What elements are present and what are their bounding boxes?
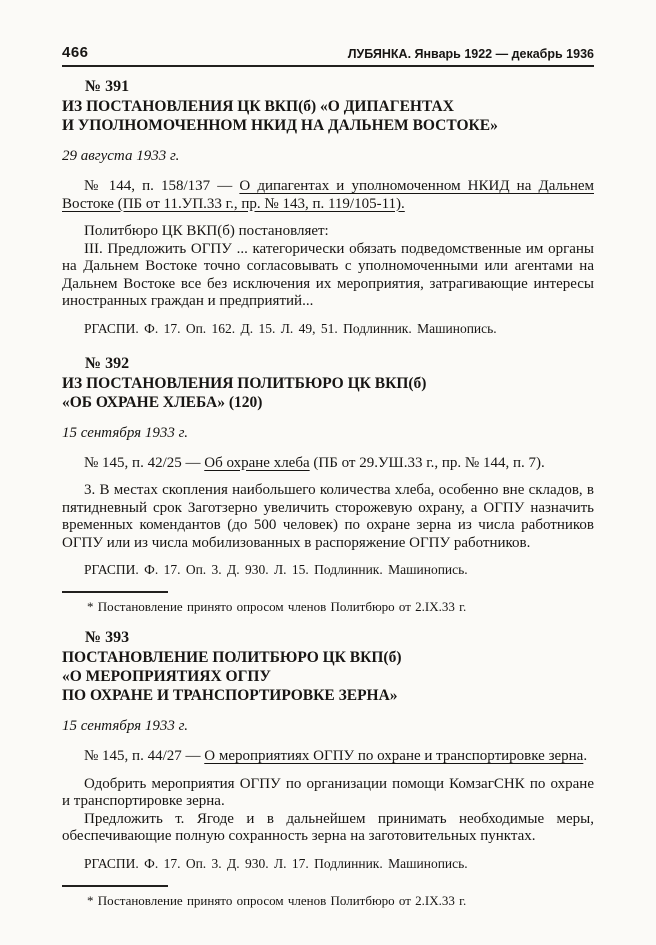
- document-body: [62, 776, 594, 846]
- page-number: 466: [62, 44, 89, 61]
- document-paragraph: 3. В местах скопления наибольшего количества хлеба, особенно вне складов, в пятидневный срок Заготзерно увеличить сторожевую охрану, а ОГПУ назначить временных комендантов (до 500 человек) по охране зерна из числа работников ОГПУ или из числа мобилизованных в распоряжение ОГПУ работников.: [62, 482, 594, 551]
- reference-prefix: № 145, п. 42/25 —: [84, 454, 205, 471]
- document-date: 29 августа 1933 г.: [62, 148, 180, 164]
- document-title-line: «ОБ ОХРАНЕ ХЛЕБА» (120): [62, 393, 263, 411]
- document-reference-line: [62, 178, 594, 213]
- document-title-line: ПО ОХРАНЕ И ТРАНСПОРТИРОВКЕ ЗЕРНА»: [62, 687, 398, 704]
- document-paragraph: Одобрить мероприятия ОГПУ по организации помощи КомзагСНК по охране и транспортировке зерна.: [62, 775, 594, 809]
- footnote-text: * Постановление принято опросом членов Политбюро от 2.IX.33 г.: [87, 599, 467, 614]
- document-title-line: И УПОЛНОМОЧЕННОМ НКИД НА ДАЛЬНЕМ ВОСТОКЕ»: [62, 117, 498, 134]
- footnote-block: [62, 591, 594, 614]
- reference-subject-underlined: О дипагентах и уполномоченном НКИД на Дальнем Востоке (ПБ от 11.УП.33 г., пр. № 143, п. 119/105-11).: [62, 178, 594, 212]
- footnote-text: * Постановление принято опросом членов Политбюро от 2.IX.33 г.: [87, 892, 467, 908]
- document-paragraph: III. Предложить ОГПУ ... категорически обязать подведомственные им органы на Дальнем Востоке точно согласовывать с уполномоченными или агентами на Дальнем Востоке все без исключения их мероприятия, затрагивающие интересы иностранных граждан и предприятий...: [62, 240, 594, 309]
- archive-reference: РГАСПИ. Ф. 17. Оп. 3. Д. 930. Л. 17. Подлинник. Машинопись.: [84, 855, 468, 871]
- document-reference-line: [62, 455, 594, 473]
- document-391: [62, 77, 594, 337]
- footnote-separator: [62, 591, 168, 593]
- document-number: № 393: [85, 629, 130, 646]
- document-reference-line: [62, 748, 594, 766]
- document-heading: [62, 77, 594, 135]
- document-392: [62, 354, 594, 615]
- document-393: [62, 628, 594, 908]
- document-title-line: «О МЕРОПРИЯТИЯХ ОГПУ: [62, 668, 271, 685]
- archive-reference: РГАСПИ. Ф. 17. Оп. 3. Д. 930. Л. 15. Подлинник. Машинопись.: [84, 562, 468, 577]
- document-title-line: ПОСТАНОВЛЕНИЕ ПОЛИТБЮРО ЦК ВКП(б): [62, 649, 402, 666]
- reference-subject-underlined: Об охране хлеба: [204, 454, 310, 471]
- archive-reference: РГАСПИ. Ф. 17. Оп. 162. Д. 15. Л. 49, 51. Подлинник. Машинопись.: [84, 320, 497, 336]
- document-date: 15 сентября 1933 г.: [62, 424, 189, 441]
- running-title: ЛУБЯНКА. Январь 1922 — декабрь 1936: [347, 47, 594, 61]
- document-number: № 391: [85, 78, 130, 95]
- document-body: [62, 223, 594, 311]
- document-title-line: ИЗ ПОСТАНОВЛЕНИЯ ЦК ВКП(б) «О ДИПАГЕНТАХ: [62, 98, 454, 115]
- document-date: 15 сентября 1933 г.: [62, 718, 189, 734]
- document-paragraph: Предложить т. Ягоде и в дальнейшем принимать необходимые меры, обеспечивающие полную сохранность зерна на заготовительных пунктах.: [62, 810, 594, 844]
- document-heading: [62, 354, 594, 412]
- document-paragraph: Политбюро ЦК ВКП(б) постановляет:: [84, 223, 329, 239]
- running-head: [62, 44, 594, 67]
- reference-suffix: .: [583, 748, 588, 764]
- reference-suffix: (ПБ от 29.УШ.33 г., пр. № 144, п. 7).: [309, 454, 545, 471]
- document-heading: [62, 628, 594, 705]
- reference-subject-underlined: О мероприятиях ОГПУ по охране и транспортировке зерна: [204, 748, 584, 764]
- reference-prefix: № 145, п. 44/27 —: [84, 748, 205, 764]
- reference-prefix: № 144, п. 158/137 —: [84, 178, 240, 194]
- footnote-separator: [62, 885, 168, 887]
- document-title-line: ИЗ ПОСТАНОВЛЕНИЯ ПОЛИТБЮРО ЦК ВКП(б): [62, 374, 427, 392]
- document-number: № 392: [85, 354, 130, 372]
- footnote-block: [62, 885, 594, 908]
- document-body: [62, 482, 594, 552]
